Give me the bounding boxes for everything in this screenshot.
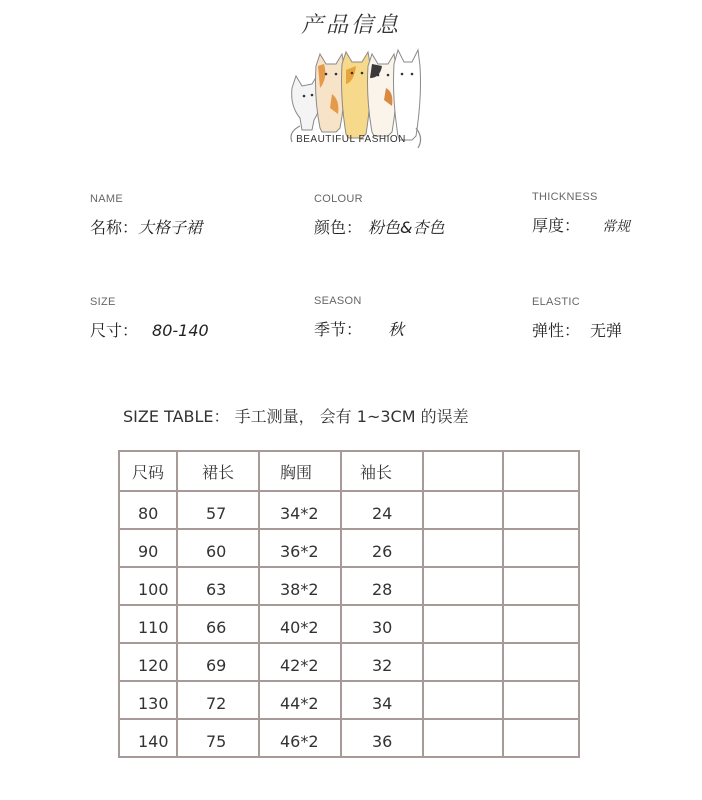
attr-season bbox=[314, 295, 404, 340]
table-cell: 110 bbox=[119, 605, 177, 643]
page-title: 产品信息 bbox=[300, 13, 401, 38]
table-cell: 69 bbox=[177, 643, 259, 681]
attr-season-en: SEASON bbox=[314, 295, 362, 307]
table-cell: 120 bbox=[119, 643, 177, 681]
size-table-title: SIZE TABLE： 手工测量， 会有 1~3CM 的误差 bbox=[123, 407, 469, 426]
table-cell bbox=[503, 681, 579, 719]
table-cell: 46*2 bbox=[259, 719, 341, 757]
table-cell: 36*2 bbox=[259, 529, 341, 567]
attr-elastic-en: ELASTIC bbox=[532, 296, 580, 308]
attr-elastic bbox=[532, 296, 622, 341]
table-cell: 42*2 bbox=[259, 643, 341, 681]
table-header-row bbox=[119, 451, 579, 491]
table-header-cell bbox=[503, 451, 579, 491]
table-cell: 38*2 bbox=[259, 567, 341, 605]
attr-thickness-value: 常规 bbox=[602, 219, 631, 235]
table-header-cell bbox=[423, 451, 503, 491]
table-cell: 100 bbox=[119, 567, 177, 605]
attr-thickness bbox=[532, 191, 630, 236]
table-cell bbox=[503, 605, 579, 643]
attr-name-value: 大格子裙 bbox=[138, 218, 203, 237]
table-cell bbox=[503, 491, 579, 529]
table-cell bbox=[423, 529, 503, 567]
table-header-cell: 袖长 bbox=[341, 451, 423, 491]
table-row bbox=[119, 567, 579, 605]
table-cell: 34*2 bbox=[259, 491, 341, 529]
table-row bbox=[119, 643, 579, 681]
table-cell: 26 bbox=[341, 529, 423, 567]
table-cell: 80 bbox=[119, 491, 177, 529]
table-row bbox=[119, 529, 579, 567]
table-cell: 36 bbox=[341, 719, 423, 757]
table-cell bbox=[423, 491, 503, 529]
table-cell bbox=[423, 719, 503, 757]
table-cell: 60 bbox=[177, 529, 259, 567]
table-cell bbox=[423, 605, 503, 643]
table-row bbox=[119, 491, 579, 529]
table-cell: 44*2 bbox=[259, 681, 341, 719]
attr-size-label: 尺寸： bbox=[90, 321, 139, 340]
attr-size-en: SIZE bbox=[90, 296, 116, 308]
attr-elastic-label: 弹性： bbox=[532, 321, 581, 340]
attr-season-label: 季节： bbox=[314, 320, 363, 339]
attr-colour bbox=[314, 193, 445, 238]
attr-colour-value: 粉色&杏色 bbox=[368, 218, 445, 237]
table-cell bbox=[503, 567, 579, 605]
table-header-cell: 裙长 bbox=[177, 451, 259, 491]
attr-size bbox=[90, 296, 209, 341]
table-cell: 63 bbox=[177, 567, 259, 605]
size-table bbox=[118, 450, 580, 758]
attr-thickness-en: THICKNESS bbox=[532, 191, 598, 203]
table-cell: 30 bbox=[341, 605, 423, 643]
table-cell bbox=[503, 643, 579, 681]
table-header-cell: 胸围 bbox=[259, 451, 341, 491]
brand-name: BEAUTIFUL FASHION bbox=[296, 134, 406, 145]
table-row bbox=[119, 605, 579, 643]
attr-thickness-label: 厚度： bbox=[532, 216, 581, 235]
attr-elastic-value: 无弹 bbox=[590, 321, 623, 340]
table-cell: 32 bbox=[341, 643, 423, 681]
table-cell: 28 bbox=[341, 567, 423, 605]
table-cell bbox=[423, 643, 503, 681]
attr-name bbox=[90, 193, 202, 238]
table-cell bbox=[503, 719, 579, 757]
table-cell: 75 bbox=[177, 719, 259, 757]
table-cell: 66 bbox=[177, 605, 259, 643]
table-row bbox=[119, 681, 579, 719]
attr-name-en: NAME bbox=[90, 193, 123, 205]
attr-size-value: 80-140 bbox=[152, 321, 209, 340]
attr-season-value: 秋 bbox=[388, 320, 405, 339]
table-cell: 90 bbox=[119, 529, 177, 567]
table-cell bbox=[423, 567, 503, 605]
table-row bbox=[119, 719, 579, 757]
table-cell: 57 bbox=[177, 491, 259, 529]
table-cell: 140 bbox=[119, 719, 177, 757]
table-cell bbox=[423, 681, 503, 719]
attr-colour-label: 颜色： bbox=[314, 218, 363, 237]
table-header-cell: 尺码 bbox=[119, 451, 177, 491]
table-cell: 40*2 bbox=[259, 605, 341, 643]
table-cell: 130 bbox=[119, 681, 177, 719]
table-cell bbox=[503, 529, 579, 567]
attr-name-label: 名称： bbox=[90, 218, 139, 237]
table-cell: 72 bbox=[177, 681, 259, 719]
table-cell: 24 bbox=[341, 491, 423, 529]
attr-colour-en: COLOUR bbox=[314, 193, 363, 205]
table-cell: 34 bbox=[341, 681, 423, 719]
